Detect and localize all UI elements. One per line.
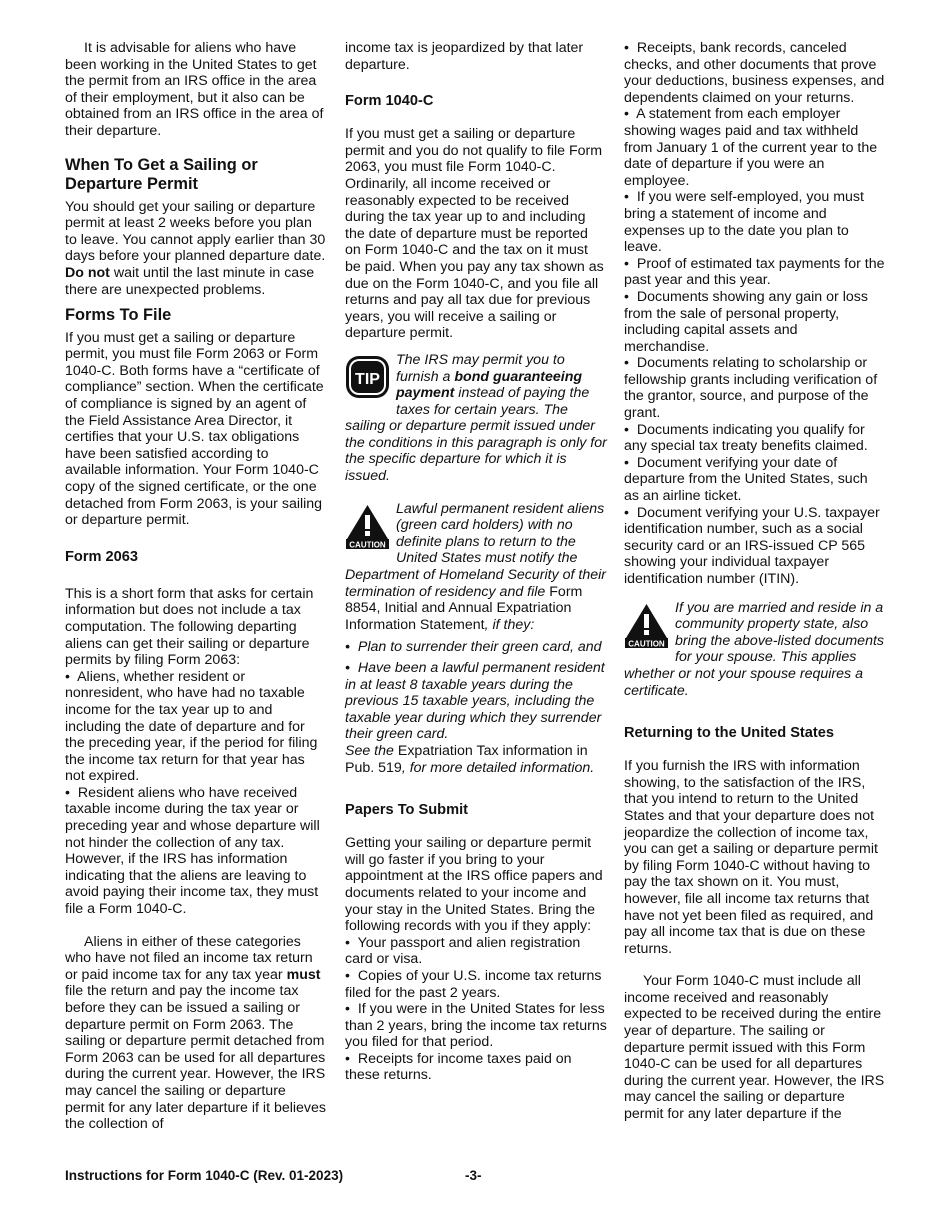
form-2063-paragraph: This is a short form that asks for certain information but does not include a tax computation. The following departing aliens can get their sailing or departure permits by filing Form 2063: (65, 585, 314, 669)
svg-text:CAUTION: CAUTION (628, 639, 665, 648)
list-item: • Documents showing any gain or loss from the sale of personal property, including capital assets and merchandise. (624, 288, 868, 355)
list-item: • Resident aliens who have received taxable income during the tax year or preceding year and whose departure will not hinder the collection of any tax. However, if the IRS has information indicating that the aliens are leaving to avoid paying their income tax, they must file a Form 1040-C. (65, 784, 320, 918)
list-item: • Document verifying your U.S. taxpayer identification number, such as a social security card or an IRS-issued CP 565 showing your individual taxpayer identification number (ITIN). (624, 504, 880, 587)
form-1040c-paragraph: If you must get a sailing or departure permit and you do not qualify to file Form 2063, you must file Form 1040-C. Ordinarily, all income received or reasonably expected to be received during the tax year up to and including the date of departure must be reported on Form 1040-C and the tax on it must be paid. When you pay any tax shown as due on the Form 1040-C, and you file all returns and pay all tax due for previous years, you will receive a sailing or departure permit. (345, 126, 604, 342)
list-item: • Receipts for income taxes paid on these returns. (345, 1050, 572, 1084)
heading-when-to-get: When To Get a Sailing or Departure Permit (65, 155, 258, 194)
footer-title: Instructions for Form 1040-C (Rev. 01-2023) (65, 1168, 344, 1183)
column-2 (345, 40, 607, 1084)
list-item: • Proof of estimated tax payments for the past year and this year. (624, 255, 885, 289)
list-item: • Document verifying your date of departure from the United States, such as an airline ticket. (624, 454, 868, 505)
see-paragraph: See the Expatriation Tax information in Pub. 519, for more detailed information. (345, 742, 595, 776)
list-item: • Receipts, bank records, canceled checks, and other documents that prove your deductions, business expenses, and dependents claimed on your returns. (624, 40, 885, 106)
final-paragraph: Your Form 1040-C must include all income received and reasonably expected to be received during the entire year of departure. The sailing or departure permit issued with this Form 1040-C can be used for all departures during the current year. However, the IRS may cancel the sailing or departure permit for any later departure if the (624, 973, 885, 1123)
list-item: • Aliens, whether resident or nonresident, who have had no taxable income for the tax year up to and including the date of departure and for the preceding year, if the period for filing the income tax return for that year has not expired. (65, 668, 318, 785)
heading-papers-to-submit: Papers To Submit (345, 802, 468, 819)
aliens-paragraph: Aliens in either of these categories who have not filed an income tax return or paid income tax for any tax year must file the return and pay the income tax before they can be issued a sailing or departure permit on Form 2063. The sailing or departure permit detached from Form 2063 can be used for all departures during the current year. However, the IRS may cancel the sailing or departure permit for any later departure if it believes the collection of (65, 933, 327, 1133)
svg-text:CAUTION: CAUTION (349, 540, 386, 549)
caution-icon (345, 503, 390, 549)
list-item: • Your passport and alien registration card or visa. (345, 934, 581, 968)
list-item: • Documents relating to scholarship or fellowship grants including verification of the grantor, source, and purpose of the grant. (624, 355, 878, 422)
when-paragraph: You should get your sailing or departure permit at least 2 weeks before you plan to leave. You cannot apply earlier than 30 days before your planned departure date. Do not wait until the last minute in case there are unexpected problems. (65, 198, 326, 298)
heading-form-1040c: Form 1040-C (345, 93, 434, 110)
forms-paragraph: If you must get a sailing or departure permit, you must file Form 2063 or Form 1040-C. Both forms have a “certificate of compliance” section. When the certificate of compliance is signed by an agent of the Field Assistance Area Director, it certifies that your U.S. tax obligations have been satisfied according to available information. Your Form 1040-C copy of the signed certificate, or the one detached from Form 2063, is your sailing or departure permit. (65, 329, 324, 529)
list-item: • A statement from each employer showing wages paid and tax withheld from January 1 of the current year to the date of departure if you were an employee. (624, 106, 878, 189)
returning-paragraph: If you furnish the IRS with information showing, to the satisfaction of the IRS, that you intend to return to the United States and that your departure does not jeopardize the collection of income tax, you can get a sailing or departure permit by filing Form 1040-C without having to pay the tax shown on it. You must, however, file all income tax returns that have not yet been filed as required, and pay all income tax that is due on these returns. (624, 758, 878, 957)
heading-returning: Returning to the United States (624, 725, 834, 742)
list-item: • Documents indicating you qualify for any special tax treaty benefits claimed. (624, 421, 868, 455)
list-item: • If you were in the United States for less than 2 years, bring the income tax returns you filed for that period. (345, 1001, 607, 1051)
column-3 (624, 40, 886, 1123)
papers-paragraph: Getting your sailing or departure permit will go faster if you bring to your appointment at the IRS office papers and documents related to your income and your stay in the United States. Bring the following records with you if they apply: (345, 835, 603, 935)
continued-paragraph: income tax is jeopardized by that later departure. (345, 40, 584, 73)
intro-paragraph: It is advisable for aliens who have been working in the United States to get the permit from an IRS office in the area of their employment, but it also can be obtained from an IRS office in the area of their departure. (65, 40, 324, 139)
caution-note-spouse: CAUTION If you are married and reside in a community property state, also bring the above-listed documents for your spouse. This applies whether or not your spouse requires a certificate. (624, 599, 884, 699)
heading-forms-to-file: Forms To File (65, 306, 172, 325)
svg-text:TIP: TIP (355, 370, 380, 388)
heading-form-2063: Form 2063 (65, 548, 139, 565)
tip-icon (345, 354, 390, 400)
page-footer (65, 1168, 885, 1186)
tip-note: TIP The IRS may permit you to furnish a bond guaranteeing payment instead of paying the taxes for certain years. The sailing or departure permit issued under the conditions in this paragraph is only for the specific departure for which it is issued. (345, 351, 607, 485)
list-item: • Plan to surrender their green card, and (345, 639, 602, 656)
list-item: • Copies of your U.S. income tax returns filed for the past 2 years. (345, 967, 602, 1001)
page-number: -3- (465, 1168, 482, 1183)
list-item: • Have been a lawful permanent resident in at least 8 taxable years during the previous 15 taxable years, including the taxable year during which they surrender their green card. (345, 660, 605, 743)
column-1 (65, 40, 327, 1133)
caution-note: CAUTION Lawful permanent resident aliens (green card holders) with no definite plans to return to the United States must notify the Department of Homeland Security of their termination of residency and file Form 8854, Initial and Annual Expatriation Information Statement, if they: (345, 500, 607, 633)
caution-icon (624, 602, 669, 648)
list-item: • If you were self-employed, you must bring a statement of income and expenses up to the date you plan to leave. (624, 189, 864, 256)
